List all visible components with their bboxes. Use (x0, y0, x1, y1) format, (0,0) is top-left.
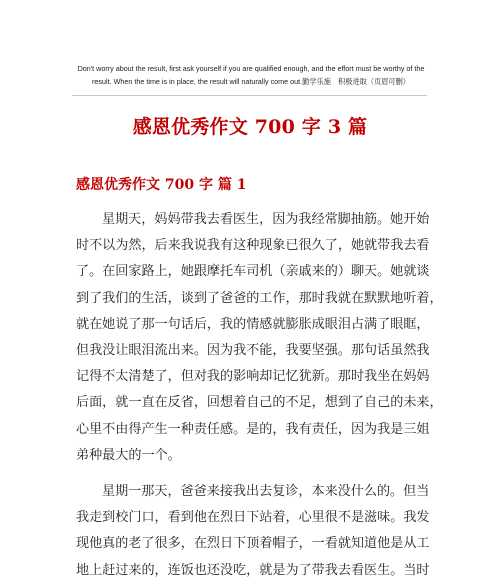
paragraph-1-line: 就在她说了那一句话后，我的情感就膨胀成眼泪占满了眼眶， (76, 316, 430, 332)
header-divider (72, 95, 427, 96)
paragraph-1-line: 但我没让眼泪流出来。因为我不能，我要坚强。那句话虽然我 (76, 343, 430, 359)
paragraph-2-line: 星期一那天，爸爸来接我出去复诊，本来没什么的。但当 (102, 484, 430, 499)
header-note-line-2: result. When the time is in place, the result will naturally come out.勤学乐施 积极进取（页眉可删） (92, 77, 410, 86)
paragraph-1-line: 了。在回家路上，她跟摩托车司机（亲戚来的）聊天。她就谈 (76, 264, 430, 280)
header-note-line-1: Don't worry about the result, first ask yourself if you are qualified enough, and the effort must be worthy of the (77, 64, 425, 73)
paragraph-2 (76, 479, 430, 584)
paragraph-1-line: 时不以为然，后来我说我有这种现象已很久了，她就带我去看 (76, 238, 430, 254)
document-title: 感恩优秀作文 700 字 3 篇 (132, 116, 368, 138)
paragraph-1 (76, 207, 443, 469)
section-title: 感恩优秀作文 700 字 篇 1 (76, 177, 247, 193)
paragraph-1-line: 弟种最大的一个。 (76, 447, 181, 463)
paragraph-2-line: 地上赶过来的，连饭也还没吃，就是为了带我去看医生。当时 (76, 562, 430, 578)
header-note (66, 62, 436, 88)
paragraph-1-line: 到了我们的生活，谈到了爸爸的工作，那时我就在默默地听着， (76, 290, 443, 306)
paragraph-1-line: 后面，就一直在反省，回想着自己的不足，想到了自己的未来， (76, 395, 443, 411)
paragraph-2-line: 现他真的老了很多，在烈日下顶着帽子，一看就知道他是从工 (76, 536, 430, 552)
paragraph-1-line: 星期天，妈妈带我去看医生，因为我经常脚抽筋。她开始 (102, 212, 430, 227)
paragraph-1-line: 心里不由得产生一种责任感。是的，我有责任，因为我是三姐 (76, 421, 430, 437)
paragraph-1-line: 记得不太清楚了，但对我的影响却记忆犹新。那时我坐在妈妈 (76, 369, 430, 385)
paragraph-2-line: 我走到校门口，看到他在烈日下站着，心里很不是滋味。我发 (76, 510, 430, 526)
